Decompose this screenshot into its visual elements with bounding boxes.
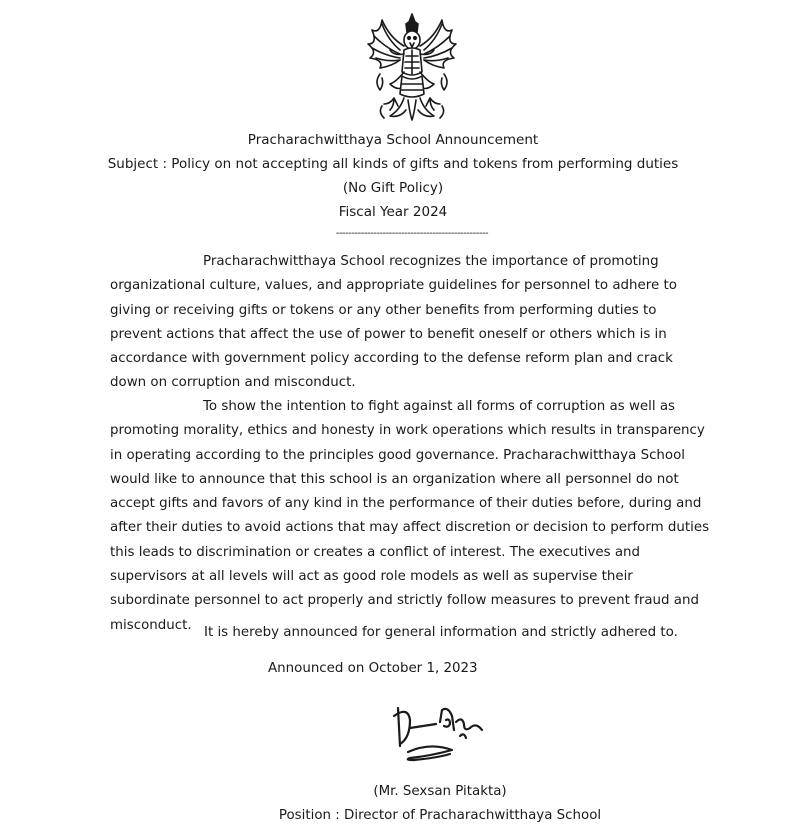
signer-name: (Mr. Sexsan Pitakta) (373, 784, 507, 799)
handwritten-signature (390, 702, 488, 764)
signer-position: Position : Director of Pracharachwitthaya School (278, 808, 602, 823)
body-paragraph-2 (110, 395, 710, 638)
announcement-subject: Subject : Policy on not accepting all kinds of gifts and tokens from performing duties (107, 156, 679, 172)
policy-name: (No Gift Policy) (342, 180, 444, 196)
announced-date: Announced on October 1, 2023 (268, 661, 478, 676)
announcement-statement: It is hereby announced for general information and strictly adhered to. (204, 625, 678, 640)
paragraph-1-text: Pracharachwitthaya School recognizes the importance of promoting organizational culture, values, and appropriate guidelines for personnel to adhere to giving or receiving gifts or tokens or any other benefits from performing duties to prevent actions that affect the use of power to benefit oneself or others which is in accordance with government policy according to the defense reform plan and crack down on corruption and misconduct. (110, 254, 677, 391)
announcement-title: Pracharachwitthaya School Announcement (247, 132, 539, 148)
heading-separator: ------------------------------------------------- (335, 228, 489, 239)
fiscal-year: Fiscal Year 2024 (338, 204, 448, 220)
paragraph-2-text: To show the intention to fight against all forms of corruption as well as promoting morality, ethics and honesty in work operations which results in transparency in operating according to the principles good governance. Pracharachwitthaya School would like to announce that this school is an organization where all personnel do not accept gifts and favors of any kind in the performance of their duties before, during and after their duties to avoid actions that may affect discretion or decision to perform duties this leads to discrimination or creates a conflict of interest. The executives and supervisors at all levels will act as good role models as well as supervise their subordinate personnel to act properly and strictly follow measures to prevent fraud and misconduct. (110, 399, 710, 633)
body-paragraph-1 (110, 250, 710, 396)
garuda-emblem-icon (360, 10, 464, 124)
